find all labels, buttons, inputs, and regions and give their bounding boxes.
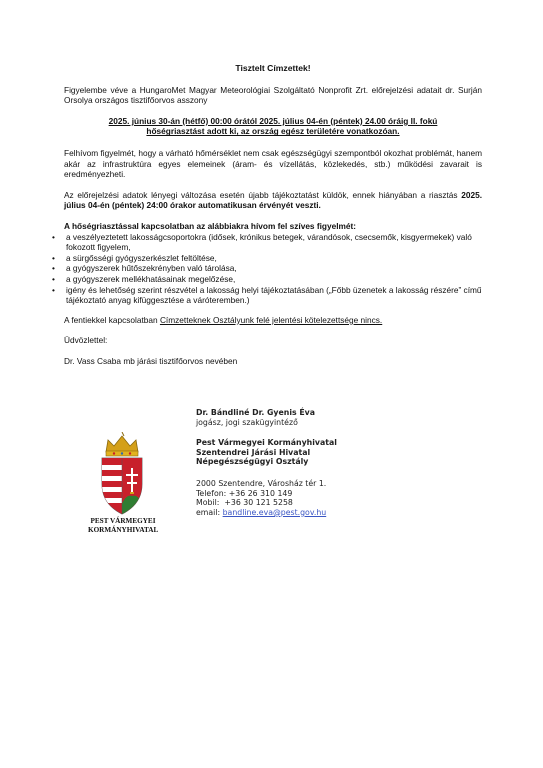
email-link[interactable]: bandline.eva@pest.gov.hu	[222, 507, 327, 517]
list-item: • a sürgősségi gyógyszerkészlet feltöltése,	[52, 253, 482, 264]
address: 2000 Szentendre, Városház tér 1.	[196, 478, 327, 488]
signature-block	[196, 408, 337, 517]
reporting-underlined: Címzetteknek Osztályunk felé jelentési kötelezettsége nincs.	[159, 314, 383, 325]
intro-paragraph: Figyelembe véve a HungaroMet Magyar Meteorológiai Szolgáltató Nonprofit Zrt. előrejelzési adatait dr. Surján Orsolya országos tisztifőorvos asszony	[64, 84, 482, 106]
crest-label-line2: KORMÁNYHIVATAL	[88, 525, 159, 534]
email-label: email:	[196, 507, 223, 517]
list-heading: A hőségriasztással kapcsolatban az alábbiakra hívom fel szíves figyelmét:	[64, 220, 357, 231]
mobile: Mobil: +36 30 121 5258	[196, 498, 293, 508]
alert-title	[64, 116, 482, 137]
advice-list	[64, 232, 482, 306]
letter-body	[64, 63, 482, 376]
signer-role: jogász, jogi szakügyintéző	[196, 417, 298, 427]
list-item: • a gyógyszerek hűtőszekrényben való tárolása,	[52, 263, 482, 274]
validity-paragraph	[64, 190, 482, 211]
list-item: • a veszélyeztetett lakosságcsoportokra (idősek, krónikus betegek, várandósok, csecsemők, kisgyermekek) való fokozott figyelem,	[52, 232, 482, 253]
phone: Telefon: +36 26 310 149	[196, 488, 293, 498]
signed-by: Dr. Vass Csaba mb járási tisztifőorvos nevében	[64, 355, 238, 366]
org-line-1: Pest Vármegyei Kormányhivatal	[196, 438, 337, 448]
org-line-2: Szentendrei Járási Hivatal	[196, 447, 311, 457]
crown-icon	[106, 432, 138, 456]
reporting-text: A fentiekkel kapcsolatban	[64, 314, 160, 325]
warning-paragraph: Felhívom figyelmét, hogy a várható hőmérséklet nem csak egészségügyi szempontból okozhat problémát, hanem akár az infrastruktúra egyes elemeinek (áram- és vízellátás, közlekedés, stb.) működési zavarait is eredményezheti.	[64, 147, 482, 180]
reporting-paragraph	[64, 315, 482, 326]
validity-text: Az előrejelzési adatok lényegi változása esetén újabb tájékoztatást küldök, ennek hiányában a riasztás	[64, 189, 462, 200]
list-item: • a gyógyszerek mellékhatásainak megelőzése,	[52, 274, 482, 285]
signer-name: Dr. Bándliné Dr. Gyenis Éva	[196, 408, 316, 417]
alert-title-line2: hőségriasztást adott ki, az ország egész területére vonatkozóan.	[146, 126, 400, 137]
org-line-3: Népegészségügyi Osztály	[196, 457, 309, 467]
alert-title-line1: 2025. június 30-án (hétfő) 00:00 órától 2025. július 04-én (péntek) 24.00 óráig II. fokú	[108, 115, 438, 126]
greeting: Tisztelt Címzettek!	[235, 63, 311, 73]
crest-label-line1: PEST VÁRMEGYEI	[90, 517, 156, 525]
validity-date: 2025. július 04-én (péntek) 24:00 órakor automatikusan érvényét veszti.	[64, 189, 482, 211]
coat-of-arms-icon	[90, 432, 154, 516]
list-item: • igény és lehetőség szerint részvétel a lakosság helyi tájékoztatásában („Főbb üzenetek a lakosság részére” című tájékoztató anyag kifüggesztése a váróteremben.)	[52, 285, 482, 306]
crest-label	[88, 517, 158, 534]
closing: Üdvözlettel:	[64, 335, 108, 346]
email-line	[196, 508, 337, 518]
